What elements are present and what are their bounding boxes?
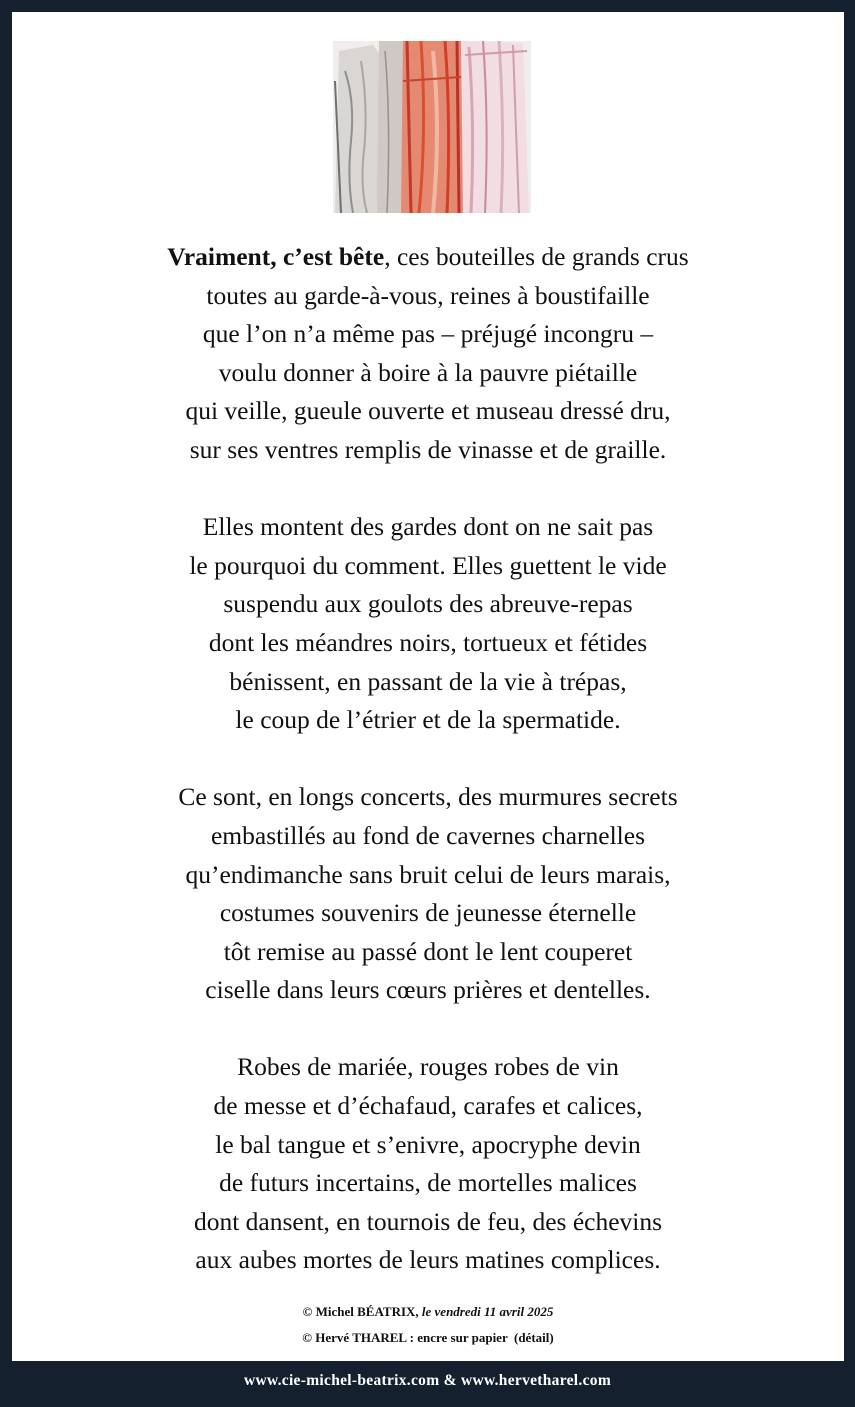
credits bbox=[12, 1299, 844, 1351]
poem-line: le bal tangue et s’enivre, apocryphe devin bbox=[215, 1129, 641, 1159]
poem-line-rest: , ces bouteilles de grands crus bbox=[384, 242, 689, 271]
poem-line: Robes de mariée, rouges robes de vin bbox=[237, 1052, 619, 1082]
poem-line: que l’on n’a même pas – préjugé incongru – bbox=[202, 319, 654, 349]
poem-line: Elles montent des gardes dont on ne sait pas bbox=[202, 512, 654, 542]
poem-line: suspendu aux goulots des abreuve-repas bbox=[223, 589, 633, 619]
illustration-credit: © Hervé THAREL : encre sur papier (détail) bbox=[302, 1330, 554, 1345]
poem-line: dont les méandres noirs, tortueux et fétides bbox=[208, 627, 648, 657]
poem-line: toutes au garde-à-vous, reines à boustifaille bbox=[206, 280, 650, 310]
poem-line: sur ses ventres remplis de vinasse et de graille. bbox=[189, 434, 667, 464]
poem-line: qui veille, gueule ouverte et museau dressé dru, bbox=[185, 396, 671, 426]
poem-line: le coup de l’étrier et de la spermatide. bbox=[235, 705, 621, 735]
poem-body bbox=[12, 238, 844, 1319]
poem-lead-words: Vraiment, c’est bête bbox=[167, 242, 385, 271]
poem-line bbox=[12, 238, 844, 277]
stanza-1 bbox=[12, 238, 844, 470]
poem-line: voulu donner à boire à la pauvre piétaille bbox=[218, 357, 638, 387]
author-name: © Michel BÉATRIX, bbox=[302, 1304, 419, 1319]
poem-line: dont dansent, en tournois de feu, des échevins bbox=[193, 1206, 663, 1236]
stanza-3 bbox=[12, 778, 844, 1010]
poem-line: tôt remise au passé dont le lent couperet bbox=[223, 936, 633, 966]
ink-drawing-icon bbox=[333, 41, 531, 213]
poem-line: Ce sont, en longs concerts, des murmures secrets bbox=[178, 782, 678, 812]
poem-date: le vendredi 11 avril 2025 bbox=[421, 1304, 554, 1319]
author-credit bbox=[12, 1299, 844, 1325]
footer-websites[interactable]: www.cie-michel-beatrix.com & www.hervetharel.com bbox=[243, 1372, 612, 1389]
artwork-image bbox=[333, 41, 531, 213]
poem-line: le pourquoi du comment. Elles guettent le vide bbox=[189, 550, 667, 580]
poem-line: bénissent, en passant de la vie à trépas, bbox=[229, 666, 627, 696]
poem-line: costumes souvenirs de jeunesse éternelle bbox=[219, 898, 637, 928]
poem-line: de futurs incertains, de mortelles malices bbox=[219, 1168, 637, 1198]
poem-line: ciselle dans leurs cœurs prières et dentelles. bbox=[205, 975, 651, 1005]
poem-line: de messe et d’échafaud, carafes et calices, bbox=[213, 1091, 643, 1121]
poem-page bbox=[12, 12, 844, 1361]
stanza-2 bbox=[12, 508, 844, 740]
poem-line: aux aubes mortes de leurs matines complices. bbox=[195, 1245, 661, 1275]
stanza-4 bbox=[12, 1048, 844, 1280]
poem-line: qu’endimanche sans bruit celui de leurs marais, bbox=[185, 859, 671, 889]
poem-line: embastillés au fond de cavernes charnelles bbox=[210, 820, 646, 850]
